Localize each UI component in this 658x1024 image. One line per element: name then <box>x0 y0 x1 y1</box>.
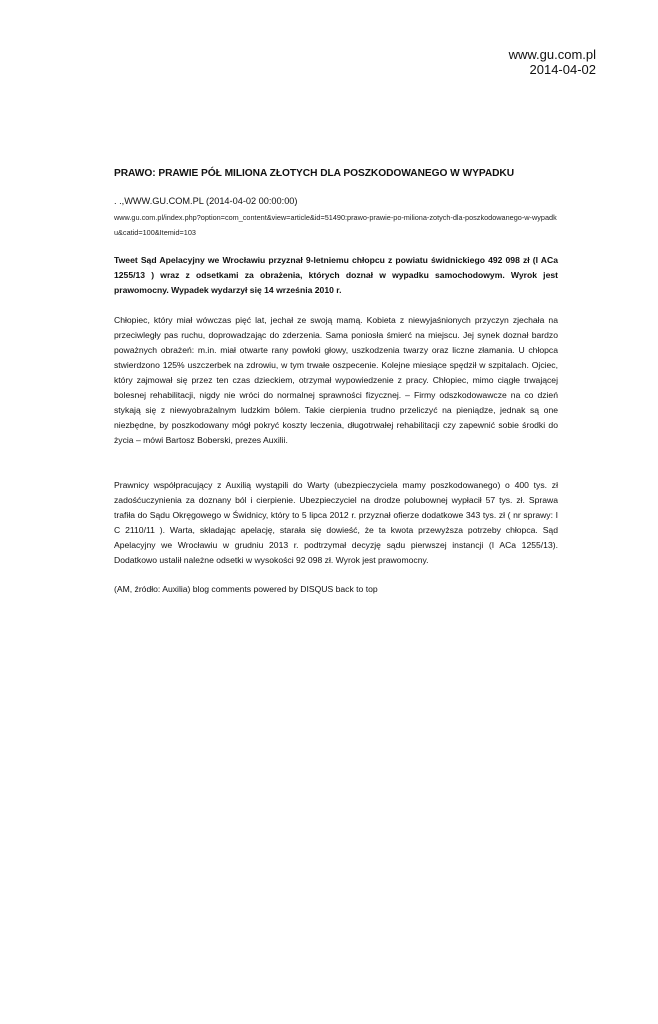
site-name: www.gu.com.pl <box>508 47 596 62</box>
article-paragraph-2: Prawnicy współpracujący z Auxilią wystąpili do Warty (ubezpieczyciela mamy poszkodowanego) o 400 tys. zł zadośćuczynienia za doznany ból i cierpienie. Ubezpieczyciel na drodze polubownej wypłacił 57 tys. zł. Sprawa trafiła do Sądu Okręgowego w Świdnicy, który to 5 lipca 2012 r. przyznał ofierze dodatkowe 343 tys. zł ( nr sprawy: I C 2110/11 ). Warta, składając apelację, starała się dowieść, że ta kwota przewyższa potrzeby chłopca. Sąd Apelacyjny we Wrocławiu w grudniu 2013 r. podtrzymał decyzję sądu pierwszej instancji (I ACa 1255/13). Dodatkowo ustalił należne odsetki w wysokości 92 098 zł. Wyrok jest prawomocny. <box>114 480 558 565</box>
header-date: 2014-04-02 <box>529 62 596 77</box>
document-header <box>509 47 596 77</box>
article-url: www.gu.com.pl/index.php?option=com_content&view=article&id=51490:prawo-prawie-po-miliona-zotych-dla-poszkodowanego-w-wypadku&catid=100&Itemid=103 <box>114 213 557 237</box>
article-paragraph-1: Chłopiec, który miał wówczas pięć lat, jechał ze swoją mamą. Kobieta z niewyjaśnionych przyczyn zjechała na przeciwległy pas ruchu, doprowadzając do zderzenia. Sama poniosła śmierć na miejscu. Jej synek doznał bardzo poważnych obrażeń: m.in. miał otwarte rany powłoki głowy, uszkodzenia twarzy oraz liczne złamania. U chłopca stwierdzono 125% uszczerbek na zdrowiu, w tym trwałe oszpecenie. Kolejne miesiące spędził w szpitalach. Ojciec, który zajmował się przez ten czas dzieckiem, otrzymał wypowiedzenie z pracy. Chłopiec, mimo ciągłe trwającej bolesnej rehabilitacji, nigdy nie wróci do normalnej sprawności fizycznej. – Firmy odszkodowawcze na co dzień stykają się z niewyobrażalnym ludzkim bólem. Takie cierpienia trudno przeliczyć na pieniądze, jednak są one niezbędne, by poszkodowany mógł pokryć koszty leczenia, długotrwałej rehabilitacji czy zapewnić sobie środki do życia – mówi Bartosz Boberski, prezes Auxilii. <box>114 315 558 445</box>
article <box>114 167 558 597</box>
article-title: PRAWO: PRAWIE PÓŁ MILIONA ZŁOTYCH DLA POSZKODOWANEGO W WYPADKU <box>114 168 515 179</box>
article-lead: Tweet Sąd Apelacyjny we Wrocławiu przyznał 9-letniemu chłopcu z powiatu świdnickiego 492 098 zł (I ACa 1255/13 ) wraz z odsetkami za obrażenia, których doznał w wypadku samochodowym. Wyrok jest prawomocny. Wypadek wydarzył się 14 września 2010 r. <box>114 255 558 295</box>
article-footer: (AM, źródło: Auxilia) blog comments powered by DISQUS back to top <box>114 584 378 594</box>
source-line: . .,WWW.GU.COM.PL (2014-04-02 00:00:00) <box>114 196 298 206</box>
